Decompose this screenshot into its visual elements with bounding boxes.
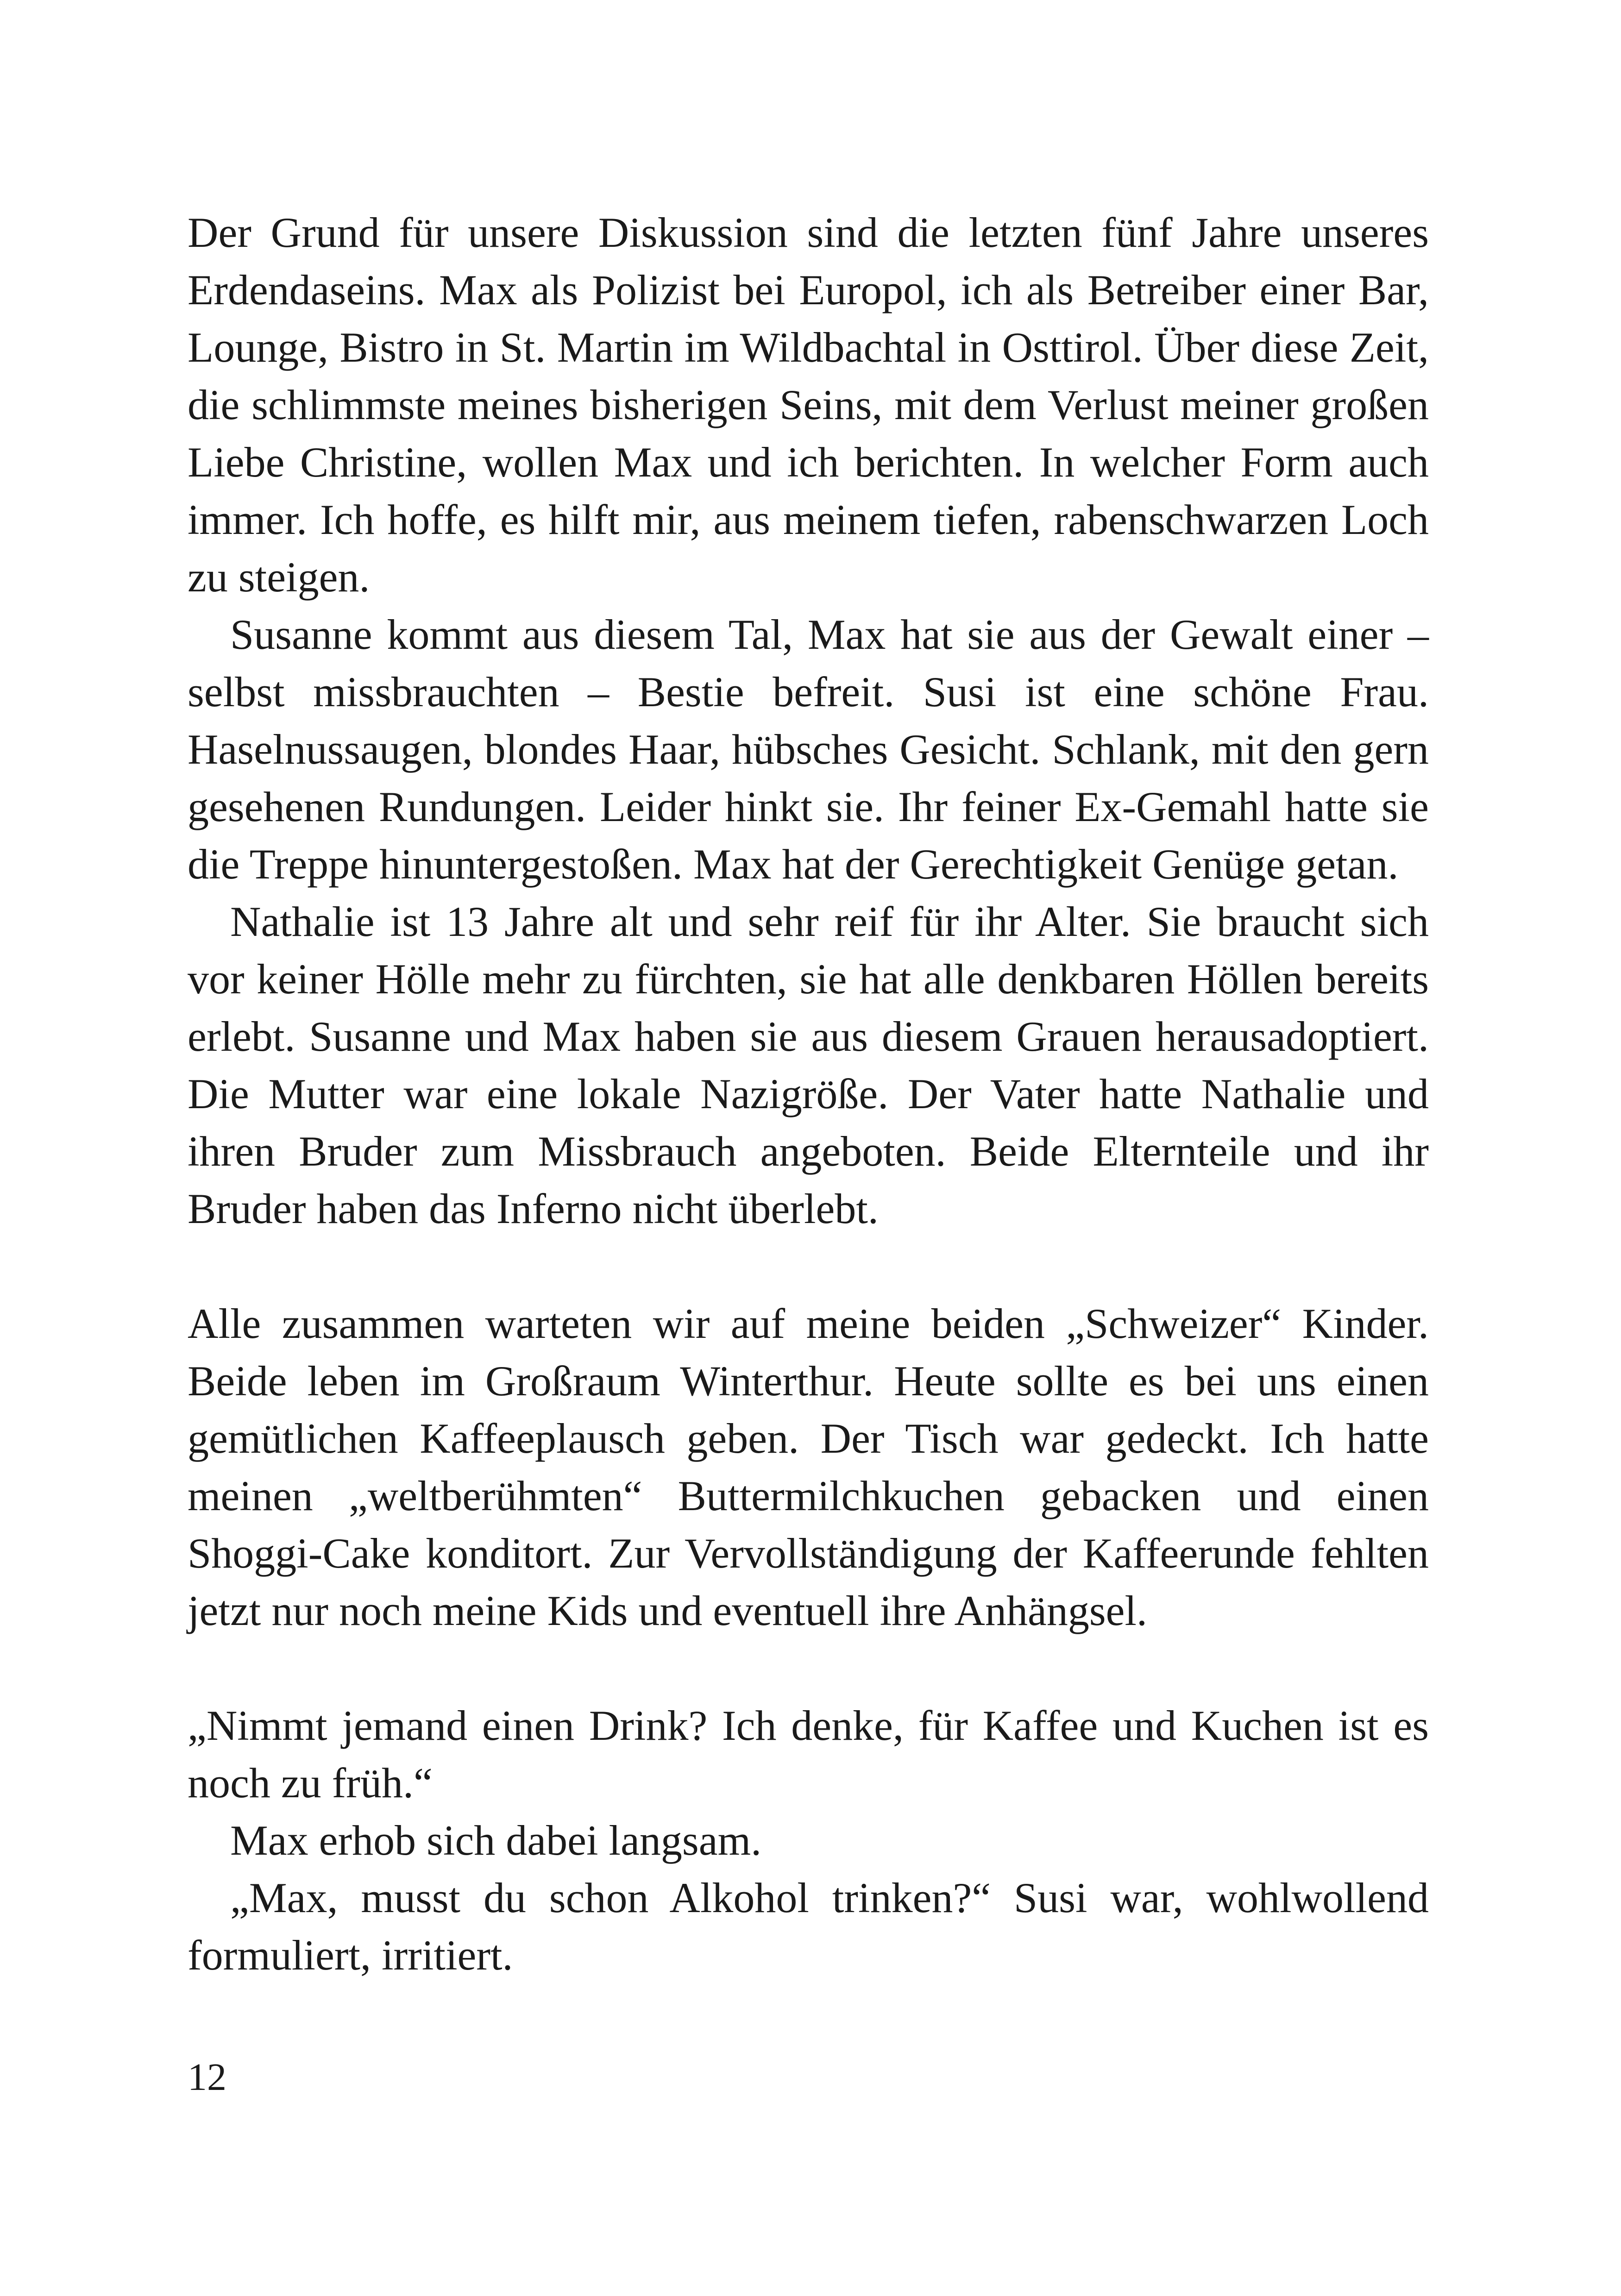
body-text bbox=[188, 204, 1429, 1984]
paragraph: Max erhob sich dabei langsam. bbox=[230, 1817, 762, 1864]
page-number: 12 bbox=[188, 2056, 226, 2099]
paragraph: Nathalie ist 13 Jahre alt und sehr reif für ihr Alter. Sie braucht sich vor keiner Hölle mehr zu fürchten, sie hat alle denkbaren Höllen bereits erlebt. Susanne und Max haben sie aus diesem Grauen herausadoptiert. Die Mutter war eine lokale Nazigröße. Der Vater hatte Nathalie und ihren Bruder zum Missbrauch angeboten. Beide Elternteile und ihr Bruder haben das Inferno nicht überlebt. bbox=[188, 898, 1429, 1232]
paragraph: Alle zusammen warteten wir auf meine beiden „Schweizer“ Kinder. Beide leben im Großraum Winterthur. Heute sollte es bei uns einen gemütlichen Kaffeeplausch geben. Der Tisch war gedeckt. Ich hatte meinen „weltberühmten“ Buttermilchkuchen gebacken und einen Shoggi-Cake konditort. Zur Vervollständigung der Kaffeerunde fehlten jetzt nur noch meine Kids und eventuell ihre Anhängsel. bbox=[188, 1300, 1429, 1634]
paragraph: Der Grund für unsere Diskussion sind die letzten fünf Jahre unseres Erdendaseins. Max als Polizist bei Europol, ich als Betreiber einer Bar, Lounge, Bistro in St. Martin im Wildbachtal in Osttirol. Über diese Zeit, die schlimmste meines bisherigen Seins, mit dem Verlust meiner großen Liebe Christine, wollen Max und ich berichten. In welcher Form auch immer. Ich hoffe, es hilft mir, aus meinem tiefen, rabenschwarzen Loch zu steigen. bbox=[188, 209, 1429, 601]
paragraph: „Max, musst du schon Alkohol trinken?“ Susi war, wohlwollend formuliert, irritiert. bbox=[188, 1874, 1429, 1979]
paragraph: Susanne kommt aus diesem Tal, Max hat sie aus der Gewalt einer – selbst missbrauchten – Bestie befreit. Susi ist eine schöne Frau. Haselnussaugen, blondes Haar, hübsches Gesicht. Schlank, mit den gern gesehenen Rundungen. Leider hinkt sie. Ihr feiner Ex-Gemahl hatte sie die Treppe hinuntergestoßen. Max hat der Gerechtigkeit Genüge getan. bbox=[188, 611, 1429, 888]
section-gap bbox=[188, 1639, 1429, 1697]
section-gap bbox=[188, 1237, 1429, 1295]
paragraph: „Nimmt jemand einen Drink? Ich denke, für Kaffee und Kuchen ist es noch zu früh.“ bbox=[188, 1702, 1429, 1807]
